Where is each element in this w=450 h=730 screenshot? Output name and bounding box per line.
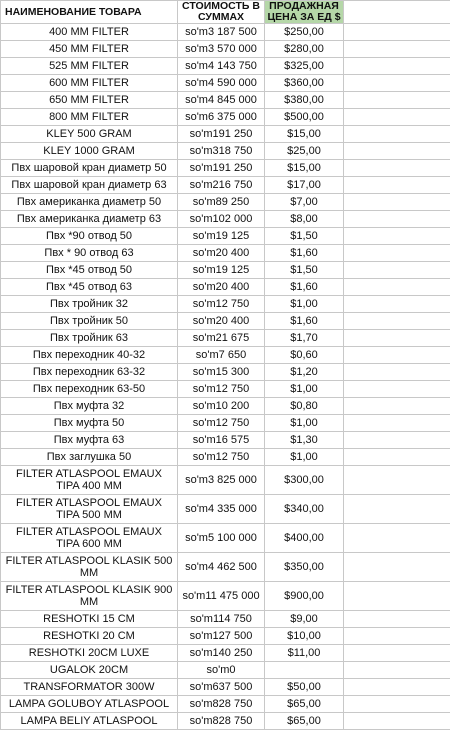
cell-cost[interactable]: so'm114 750 [178, 611, 265, 628]
cell-name[interactable]: UGALOK 20CM [1, 662, 178, 679]
table-row [1, 330, 450, 347]
cell-name[interactable]: FILTER ATLASPOOL EMAUX TIPA 400 MM [1, 466, 178, 495]
cell-name[interactable]: KLEY 1000 GRAM [1, 143, 178, 160]
cell-name[interactable]: RESHOTKI 15 CM [1, 611, 178, 628]
table-row [1, 524, 450, 553]
cell-price[interactable]: $1,60 [265, 313, 344, 330]
cell-empty[interactable] [344, 92, 450, 109]
cell-price[interactable]: $1,50 [265, 262, 344, 279]
cell-price[interactable]: $360,00 [265, 75, 344, 92]
cell-name[interactable]: 450 MM FILTER [1, 41, 178, 58]
cell-price[interactable]: $8,00 [265, 211, 344, 228]
cell-empty[interactable] [344, 211, 450, 228]
table-row [1, 58, 450, 75]
cell-price[interactable]: $1,00 [265, 449, 344, 466]
cell-price[interactable]: $400,00 [265, 524, 344, 553]
cell-empty[interactable] [344, 279, 450, 296]
cell-cost[interactable]: so'm637 500 [178, 679, 265, 696]
cell-empty[interactable] [344, 177, 450, 194]
table-row [1, 279, 450, 296]
cell-name[interactable]: FILTER ATLASPOOL KLASIK 500 MM [1, 553, 178, 582]
cell-price[interactable]: $1,20 [265, 364, 344, 381]
table-row [1, 398, 450, 415]
cell-price[interactable]: $325,00 [265, 58, 344, 75]
cell-name[interactable]: Пвх * 90 отвод 63 [1, 245, 178, 262]
cell-name[interactable]: Пвх муфта 50 [1, 415, 178, 432]
cell-name[interactable]: TRANSFORMATOR 300W [1, 679, 178, 696]
cell-name[interactable]: Пвх муфта 32 [1, 398, 178, 415]
cell-price[interactable]: $1,70 [265, 330, 344, 347]
cell-cost[interactable]: so'm4 462 500 [178, 553, 265, 582]
table-row [1, 679, 450, 696]
cell-cost[interactable]: so'm4 143 750 [178, 58, 265, 75]
table-row [1, 194, 450, 211]
cell-cost[interactable]: so'm12 750 [178, 415, 265, 432]
cell-price[interactable]: $1,00 [265, 296, 344, 313]
cell-empty[interactable] [344, 466, 450, 495]
cell-empty[interactable] [344, 524, 450, 553]
table-row [1, 143, 450, 160]
cell-cost[interactable]: so'm191 250 [178, 126, 265, 143]
cell-name[interactable]: FILTER ATLASPOOL KLASIK 900 MM [1, 582, 178, 611]
cell-price[interactable]: $1,30 [265, 432, 344, 449]
cell-empty[interactable] [344, 611, 450, 628]
cell-empty[interactable] [344, 109, 450, 126]
cell-empty[interactable] [344, 381, 450, 398]
cell-price[interactable]: $15,00 [265, 160, 344, 177]
cell-cost[interactable]: so'm4 845 000 [178, 92, 265, 109]
cell-cost[interactable]: so'm12 750 [178, 449, 265, 466]
cell-empty[interactable] [344, 495, 450, 524]
table-row [1, 495, 450, 524]
cell-price[interactable]: $350,00 [265, 553, 344, 582]
cell-price[interactable]: $900,00 [265, 582, 344, 611]
cell-empty[interactable] [344, 24, 450, 41]
cell-price[interactable]: $25,00 [265, 143, 344, 160]
cell-name[interactable]: Пвх переходник 40-32 [1, 347, 178, 364]
cell-cost[interactable]: so'm20 400 [178, 313, 265, 330]
cell-price[interactable]: $11,00 [265, 645, 344, 662]
cell-cost[interactable]: so'm19 125 [178, 262, 265, 279]
cell-cost[interactable]: so'm10 200 [178, 398, 265, 415]
cell-name[interactable]: LAMPA BELIY ATLASPOOL [1, 713, 178, 730]
cell-name[interactable]: RESHOTKI 20 CM [1, 628, 178, 645]
cell-price[interactable]: $9,00 [265, 611, 344, 628]
table-row [1, 262, 450, 279]
cell-empty[interactable] [344, 194, 450, 211]
cell-empty[interactable] [344, 160, 450, 177]
cell-price[interactable]: $250,00 [265, 24, 344, 41]
cell-empty[interactable] [344, 143, 450, 160]
cell-cost[interactable]: so'm4 335 000 [178, 495, 265, 524]
cell-cost[interactable]: so'm318 750 [178, 143, 265, 160]
cell-empty[interactable] [344, 696, 450, 713]
cell-cost[interactable]: so'm127 500 [178, 628, 265, 645]
cell-cost[interactable]: so'm12 750 [178, 296, 265, 313]
cell-name[interactable]: 525 MM FILTER [1, 58, 178, 75]
cell-price[interactable]: $1,50 [265, 228, 344, 245]
table-row [1, 645, 450, 662]
cell-empty[interactable] [344, 713, 450, 730]
table-row [1, 713, 450, 730]
header-empty-cell[interactable] [344, 1, 450, 24]
cell-name[interactable]: KLEY 500 GRAM [1, 126, 178, 143]
cell-cost[interactable]: so'm3 825 000 [178, 466, 265, 495]
cell-cost[interactable]: so'm20 400 [178, 279, 265, 296]
cell-cost[interactable]: so'm191 250 [178, 160, 265, 177]
table-row [1, 24, 450, 41]
cell-price[interactable]: $340,00 [265, 495, 344, 524]
cell-name[interactable]: Пвх *45 отвод 63 [1, 279, 178, 296]
cell-price[interactable]: $17,00 [265, 177, 344, 194]
table-row [1, 696, 450, 713]
cell-price[interactable]: $280,00 [265, 41, 344, 58]
header-cost-sum[interactable]: СТОИМОСТЬ В СУММАХ [178, 1, 265, 24]
cell-name[interactable]: 800 MM FILTER [1, 109, 178, 126]
cell-cost[interactable]: so'm15 300 [178, 364, 265, 381]
cell-empty[interactable] [344, 398, 450, 415]
cell-name[interactable]: Пвх тройник 63 [1, 330, 178, 347]
table-row [1, 415, 450, 432]
cell-name[interactable]: LAMPA GOLUBOY ATLASPOOL [1, 696, 178, 713]
cell-cost[interactable]: so'm7 650 [178, 347, 265, 364]
cell-cost[interactable]: so'm102 000 [178, 211, 265, 228]
cell-empty[interactable] [344, 41, 450, 58]
cell-price[interactable]: $1,60 [265, 279, 344, 296]
table-row [1, 211, 450, 228]
table-row [1, 160, 450, 177]
header-product-name[interactable]: НАИМЕНОВАНИЕ ТОВАРА [1, 1, 178, 24]
cell-empty[interactable] [344, 245, 450, 262]
cell-price[interactable]: $1,60 [265, 245, 344, 262]
cell-empty[interactable] [344, 662, 450, 679]
cell-price[interactable]: $0,80 [265, 398, 344, 415]
cell-price[interactable]: $0,60 [265, 347, 344, 364]
cell-cost[interactable]: so'm21 675 [178, 330, 265, 347]
cell-cost[interactable]: so'm20 400 [178, 245, 265, 262]
cell-empty[interactable] [344, 628, 450, 645]
cell-name[interactable]: RESHOTKI 20CM LUXE [1, 645, 178, 662]
table-row [1, 628, 450, 645]
cell-empty[interactable] [344, 313, 450, 330]
cell-name[interactable]: Пвх заглушка 50 [1, 449, 178, 466]
cell-cost[interactable]: so'm89 250 [178, 194, 265, 211]
cell-price[interactable]: $380,00 [265, 92, 344, 109]
cell-cost[interactable]: so'm4 590 000 [178, 75, 265, 92]
cell-name[interactable]: 650 MM FILTER [1, 92, 178, 109]
cell-name[interactable]: Пвх шаровой кран диаметр 50 [1, 160, 178, 177]
cell-price[interactable]: $10,00 [265, 628, 344, 645]
cell-empty[interactable] [344, 645, 450, 662]
cell-name[interactable]: 400 MM FILTER [1, 24, 178, 41]
cell-name[interactable]: Пвх шаровой кран диаметр 63 [1, 177, 178, 194]
cell-cost[interactable]: so'm11 475 000 [178, 582, 265, 611]
cell-name[interactable]: Пвх переходник 63-32 [1, 364, 178, 381]
table-body [1, 24, 450, 730]
cell-name[interactable]: Пвх тройник 50 [1, 313, 178, 330]
cell-cost[interactable]: so'm12 750 [178, 381, 265, 398]
cell-empty[interactable] [344, 228, 450, 245]
table-row [1, 245, 450, 262]
cell-empty[interactable] [344, 582, 450, 611]
cell-price[interactable]: $65,00 [265, 696, 344, 713]
table-row [1, 381, 450, 398]
table-row [1, 432, 450, 449]
cell-empty[interactable] [344, 432, 450, 449]
cell-cost[interactable]: so'm828 750 [178, 713, 265, 730]
cell-cost[interactable]: so'm216 750 [178, 177, 265, 194]
cell-cost[interactable]: so'm140 250 [178, 645, 265, 662]
table-row [1, 296, 450, 313]
cell-cost[interactable]: so'm5 100 000 [178, 524, 265, 553]
cell-name[interactable]: Пвх переходник 63-50 [1, 381, 178, 398]
cell-empty[interactable] [344, 296, 450, 313]
cell-name[interactable]: 600 MM FILTER [1, 75, 178, 92]
cell-price[interactable]: $15,00 [265, 126, 344, 143]
cell-price[interactable]: $300,00 [265, 466, 344, 495]
cell-cost[interactable]: so'm6 375 000 [178, 109, 265, 126]
cell-empty[interactable] [344, 449, 450, 466]
table-row [1, 75, 450, 92]
cell-name[interactable]: Пвх американка диаметр 63 [1, 211, 178, 228]
cell-name[interactable]: Пвх *45 отвод 50 [1, 262, 178, 279]
cell-name[interactable]: FILTER ATLASPOOL EMAUX TIPA 500 MM [1, 495, 178, 524]
cell-empty[interactable] [344, 347, 450, 364]
cell-price[interactable]: $500,00 [265, 109, 344, 126]
cell-empty[interactable] [344, 330, 450, 347]
cell-empty[interactable] [344, 58, 450, 75]
cell-name[interactable]: Пвх тройник 32 [1, 296, 178, 313]
cell-price[interactable]: $50,00 [265, 679, 344, 696]
cell-cost[interactable]: so'm16 575 [178, 432, 265, 449]
cell-price[interactable]: $7,00 [265, 194, 344, 211]
cell-cost[interactable]: so'm0 [178, 662, 265, 679]
cell-empty[interactable] [344, 364, 450, 381]
table-row [1, 662, 450, 679]
cell-price[interactable]: $1,00 [265, 381, 344, 398]
table-row [1, 553, 450, 582]
cell-name[interactable]: FILTER ATLASPOOL EMAUX TIPA 600 MM [1, 524, 178, 553]
cell-cost[interactable]: so'm828 750 [178, 696, 265, 713]
cell-empty[interactable] [344, 415, 450, 432]
table-row [1, 466, 450, 495]
cell-empty[interactable] [344, 553, 450, 582]
cell-price[interactable] [265, 662, 344, 679]
cell-empty[interactable] [344, 262, 450, 279]
table-row [1, 109, 450, 126]
cell-price[interactable]: $65,00 [265, 713, 344, 730]
header-row [1, 1, 450, 24]
cell-empty[interactable] [344, 126, 450, 143]
table-row [1, 177, 450, 194]
table-row [1, 364, 450, 381]
table-row [1, 313, 450, 330]
table-row [1, 41, 450, 58]
cell-empty[interactable] [344, 75, 450, 92]
cell-price[interactable]: $1,00 [265, 415, 344, 432]
cell-name[interactable]: Пвх муфта 63 [1, 432, 178, 449]
cell-cost[interactable]: so'm3 187 500 [178, 24, 265, 41]
cell-cost[interactable]: so'm19 125 [178, 228, 265, 245]
table-row [1, 347, 450, 364]
table-row [1, 449, 450, 466]
table-row [1, 126, 450, 143]
cell-cost[interactable]: so'm3 570 000 [178, 41, 265, 58]
table-row [1, 582, 450, 611]
cell-name[interactable]: Пвх американка диаметр 50 [1, 194, 178, 211]
table-row [1, 92, 450, 109]
cell-name[interactable]: Пвх *90 отвод 50 [1, 228, 178, 245]
table-row [1, 611, 450, 628]
cell-empty[interactable] [344, 679, 450, 696]
header-sale-price[interactable]: ПРОДАЖНАЯ ЦЕНА ЗА ЕД $ [265, 1, 344, 24]
table-row [1, 228, 450, 245]
